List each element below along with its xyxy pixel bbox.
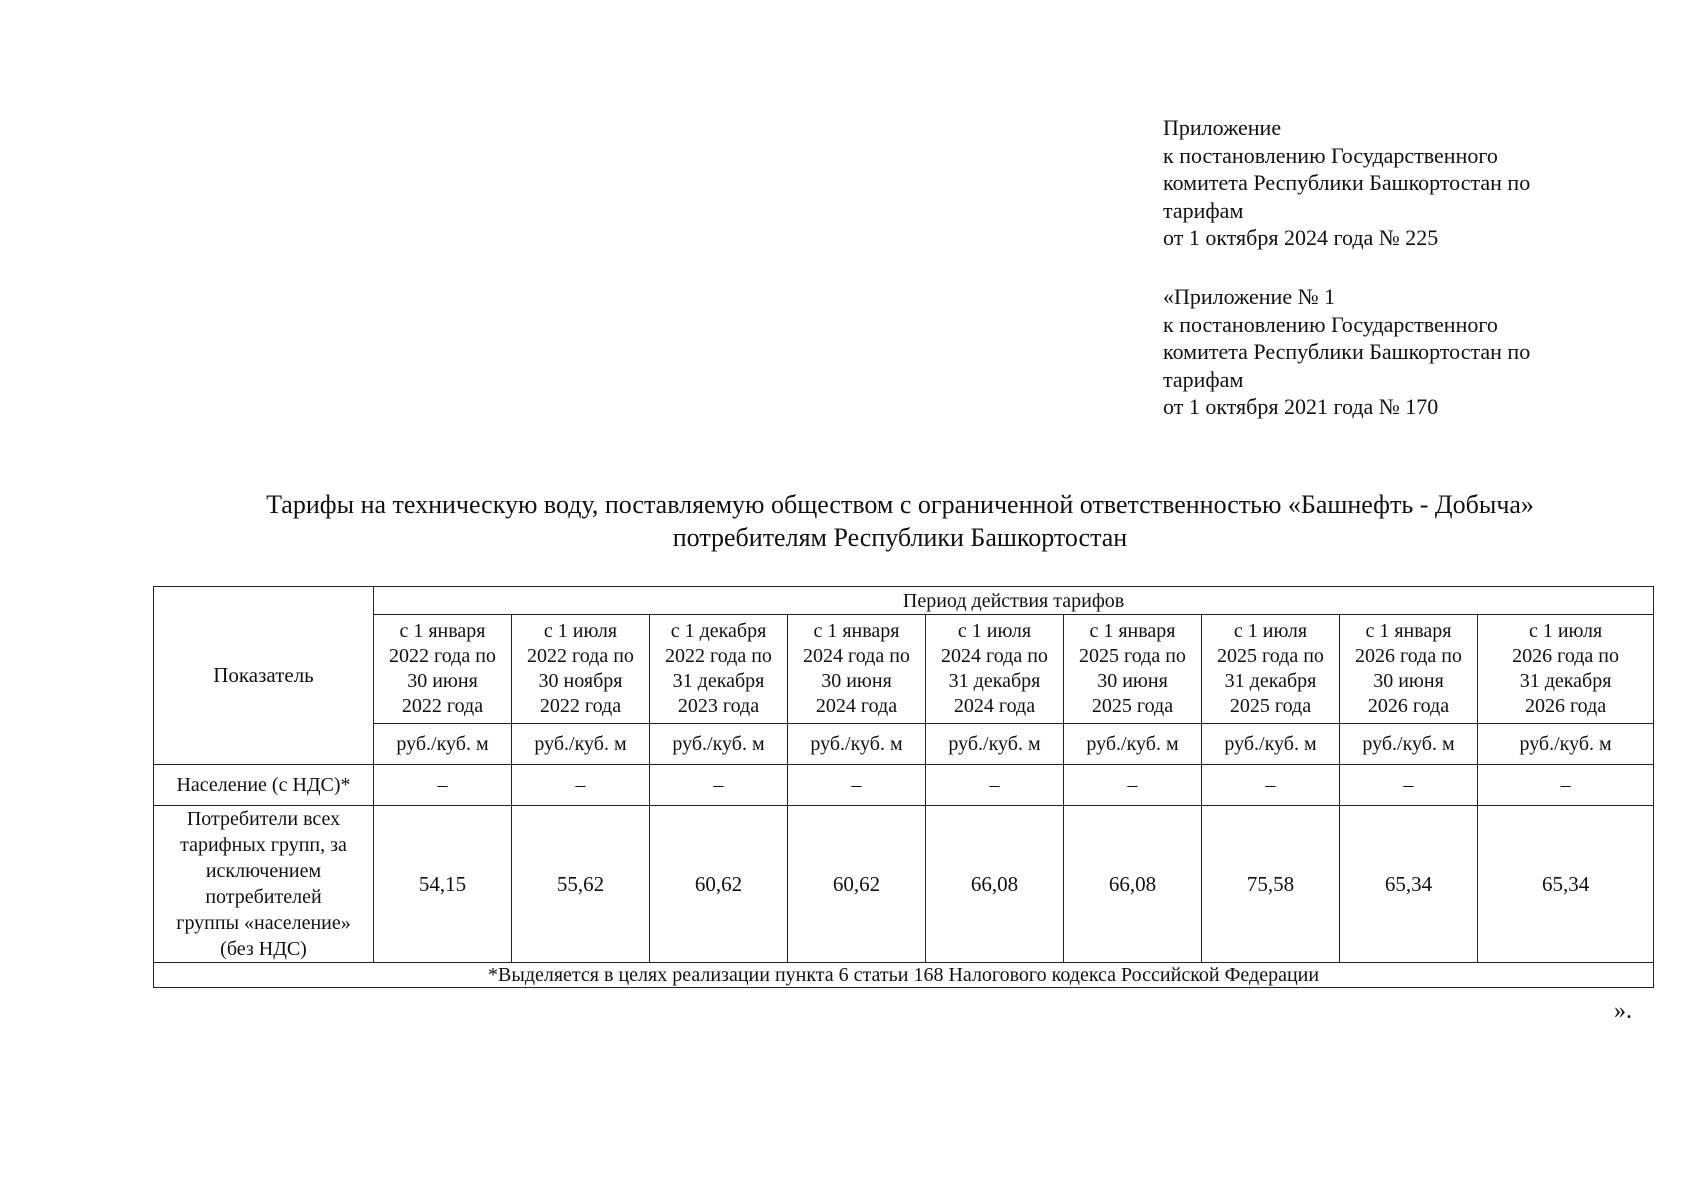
appendix-line: Приложение	[1163, 115, 1282, 140]
table-row-population	[154, 765, 1654, 806]
period-line: 2022 года по	[389, 645, 496, 667]
period-line: 2026 года по	[1512, 645, 1619, 667]
period-line: 2025 года по	[1217, 645, 1324, 667]
period-line: 30 июня	[1373, 670, 1444, 692]
period-cell	[1064, 615, 1202, 724]
value-cell: 60,62	[788, 806, 926, 963]
period-line: 2025 года	[1229, 695, 1312, 717]
period-line: 30 июня	[1097, 670, 1168, 692]
title-line-2: потребителям Республики Башкортостан	[672, 523, 1128, 552]
appendix-line: от 1 октября 2024 года № 225	[1163, 225, 1439, 250]
appendix-line: тарифам	[1163, 366, 1244, 392]
appendix-line: от 1 октября 2021 года № 170	[1163, 394, 1439, 419]
value-cell: 60,62	[650, 806, 788, 963]
value-cell: –	[1340, 765, 1478, 806]
unit-cell: руб./куб. м	[1202, 724, 1340, 765]
value-cell: 54,15	[374, 806, 512, 963]
value-cell: 65,34	[1478, 806, 1654, 963]
period-cell	[788, 615, 926, 724]
appendix-line: «Приложение № 1	[1163, 284, 1336, 309]
row-label-line: потребителей	[205, 886, 322, 908]
period-line: 2024 года по	[941, 645, 1048, 667]
period-line: 2025 года	[1091, 695, 1174, 717]
footnote: *Выделяется в целях реализации пункта 6 статьи 168 Налогового кодекса Российской Федерации	[154, 963, 1654, 988]
period-line: с 1 января	[1089, 620, 1176, 642]
value-cell: 55,62	[512, 806, 650, 963]
appendix-line: к постановлению Государственного	[1163, 142, 1498, 168]
value-cell: –	[926, 765, 1064, 806]
period-row	[154, 615, 1654, 724]
value-cell: –	[650, 765, 788, 806]
period-line: 31 декабря	[672, 670, 765, 692]
unit-cell: руб./куб. м	[1340, 724, 1478, 765]
unit-cell: руб./куб. м	[1064, 724, 1202, 765]
row-label	[154, 806, 374, 963]
value-cell: 75,58	[1202, 806, 1340, 963]
period-cell	[1202, 615, 1340, 724]
period-line: с 1 января	[1365, 620, 1452, 642]
period-line: 2026 года по	[1355, 645, 1462, 667]
period-line: 2022 года по	[527, 645, 634, 667]
period-header: Период действия тарифов	[374, 587, 1654, 615]
indicator-header: Показатель	[154, 587, 374, 765]
period-cell	[926, 615, 1064, 724]
period-line: 2024 года по	[803, 645, 910, 667]
period-line: 2024 года	[953, 695, 1036, 717]
unit-row	[154, 724, 1654, 765]
period-line: 30 ноября	[538, 670, 623, 692]
period-line: с 1 января	[813, 620, 900, 642]
period-line: 2025 года по	[1079, 645, 1186, 667]
unit-cell: руб./куб. м	[1478, 724, 1654, 765]
period-line: 2024 года	[815, 695, 898, 717]
value-cell: –	[374, 765, 512, 806]
appendix-current-reference	[1163, 114, 1603, 252]
value-cell: 65,34	[1340, 806, 1478, 963]
row-label-line: Население (с НДС)*	[176, 774, 351, 796]
period-line: с 1 июля	[543, 620, 618, 642]
period-line: 2026 года	[1524, 695, 1607, 717]
period-line: с 1 декабря	[670, 620, 767, 642]
footnote-row	[154, 963, 1654, 988]
period-line: 2022 года	[401, 695, 484, 717]
row-label-line: исключением	[205, 860, 322, 882]
value-cell: 66,08	[926, 806, 1064, 963]
value-cell: –	[1478, 765, 1654, 806]
value-cell: –	[512, 765, 650, 806]
period-cell	[374, 615, 512, 724]
period-line: 30 июня	[407, 670, 478, 692]
title-line-1: Тарифы на техническую воду, поставляемую обществом с ограниченной ответственностью «Башнефть - Добыча»	[266, 490, 1534, 519]
row-label-line: группы «население»	[176, 912, 351, 934]
period-line: 2026 года	[1367, 695, 1450, 717]
appendix-line: тарифам	[1163, 197, 1244, 223]
unit-cell: руб./куб. м	[650, 724, 788, 765]
period-line: 30 июня	[821, 670, 892, 692]
period-line: с 1 июля	[1528, 620, 1603, 642]
appendix-line: комитета Республики Башкортостан по	[1163, 339, 1531, 364]
appendix-line: к постановлению Государственного	[1163, 311, 1498, 337]
table-row-all-consumers	[154, 806, 1654, 963]
period-line: 31 декабря	[1224, 670, 1317, 692]
appendix-line: комитета Республики Башкортостан по	[1163, 170, 1531, 195]
row-label	[154, 765, 374, 806]
value-cell: –	[788, 765, 926, 806]
period-cell	[1478, 615, 1654, 724]
period-cell	[1340, 615, 1478, 724]
period-line: 2022 года	[539, 695, 622, 717]
document-title	[150, 488, 1650, 554]
appendix-original-reference	[1163, 283, 1603, 421]
unit-cell: руб./куб. м	[512, 724, 650, 765]
period-line: 2023 года	[677, 695, 760, 717]
closing-quote-mark: ».	[1614, 998, 1632, 1024]
period-line: с 1 января	[399, 620, 486, 642]
value-cell: 66,08	[1064, 806, 1202, 963]
period-line: 31 декабря	[1519, 670, 1612, 692]
unit-cell: руб./куб. м	[926, 724, 1064, 765]
unit-cell: руб./куб. м	[788, 724, 926, 765]
period-cell	[650, 615, 788, 724]
value-cell: –	[1202, 765, 1340, 806]
row-label-line: (без НДС)	[220, 938, 307, 960]
period-line: 31 декабря	[948, 670, 1041, 692]
row-label-line: тарифных групп, за	[180, 834, 347, 856]
row-label-line: Потребители всех	[186, 808, 341, 830]
period-line: с 1 июля	[957, 620, 1032, 642]
period-line: 2022 года по	[665, 645, 772, 667]
value-cell: –	[1064, 765, 1202, 806]
period-line: с 1 июля	[1233, 620, 1308, 642]
tariff-table	[153, 586, 1654, 988]
period-cell	[512, 615, 650, 724]
unit-cell: руб./куб. м	[374, 724, 512, 765]
